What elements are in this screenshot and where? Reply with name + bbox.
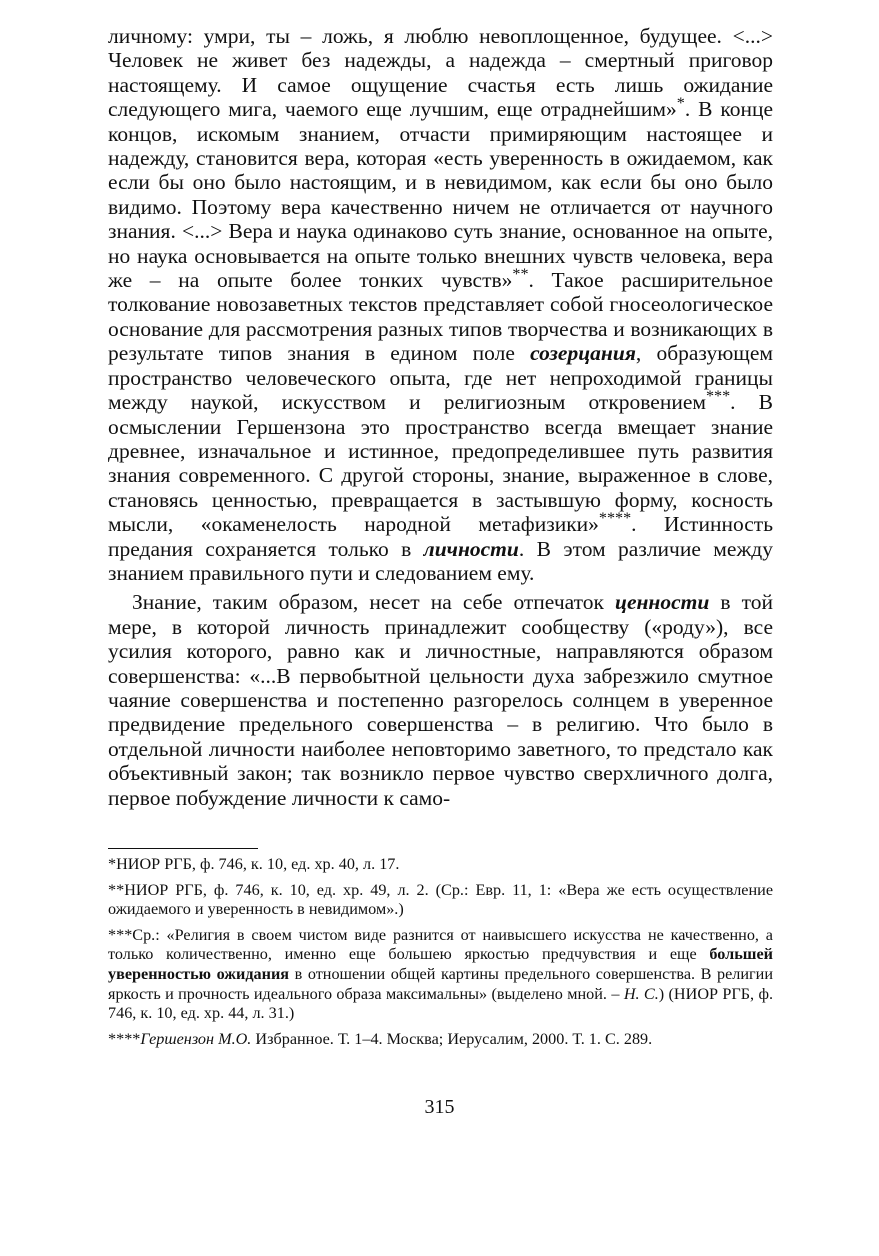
text-run: в той мере, в которой личность принадлежит сообществу («роду»), все усилия которого, равно как и личностные, направляются образом совершенства: «...В первобытной цельности духа забрезжило смутное чаяние совершенства и постепенно разгорелось солнцем в уверенное предвидение предельного совершенства – в религию. Что было в отдельной личности наиболее неповторимо заветного, то предстало как объективный закон; так возникло первое чувство сверхличного долга, первое побуждение личности к само- (108, 590, 773, 810)
paragraph-2 (108, 590, 773, 810)
footnote-ref-2: ** (512, 265, 529, 283)
footnote-3 (108, 926, 773, 1024)
text-run: . Такое расширительное толкование новозаветных текстов представляет собой гносеологическое основание для рассмотрения разных типов творчества и возникающих в результате типов знания в едином поле (108, 268, 773, 366)
footnote-text: НИОР РГБ, ф. 746, к. 10, ед. хр. 40, л. 17. (116, 855, 400, 873)
page-body (108, 24, 773, 810)
footnote-author: Гершензон М.О. (140, 1029, 252, 1048)
footnote-text: Ср.: «Религия в своем чистом виде разнится от наивысшего искусства не качественно, а только количественно, именно еще большею яркостью предчувствия и еще (108, 925, 773, 964)
text-run: , образующем пространство человеческого опыта, где нет непроходимой границы между наукой, искусством и религиозным откровением (108, 341, 773, 415)
footnote-text: в отношении общей картины предельного совершенства. В религии яркость и прочность идеального образа максимальны» (выделено мной. – (108, 964, 773, 1003)
text-run: . В конце концов, искомым знанием, отчасти примиряющим настоящее и надежду, становится вера, которая «есть уверенность в ожидаемом, как если бы оно было настоящим, и в невидимом, как если бы оно было видимо. Поэтому вера качественно ничем не отличается от научного знания. <...> Вера и наука одинаково суть знание, основанное на опыте, но наука основывается на опыте только внешних чувств человека, вера же – на опыте более тонких чувств» (108, 97, 773, 293)
text-run: Знание, таким образом, несет на себе отпечаток (132, 590, 615, 615)
page-number: 315 (424, 1096, 455, 1118)
footnote-ref-3: *** (706, 387, 731, 405)
footnote-mark: **** (108, 1029, 141, 1048)
footnote-initials: Н. С. (623, 984, 659, 1003)
emphasis-contemplation: созерцания (530, 341, 636, 366)
footnote-ref-1: * (676, 95, 685, 113)
footnote-4 (108, 1030, 773, 1050)
footnote-text: Избранное. Т. 1–4. Москва; Иерусалим, 2000. Т. 1. С. 289. (251, 1029, 653, 1048)
emphasis-value: ценности (614, 590, 710, 615)
footnote-mark: ** (108, 880, 125, 899)
text-run: . Истинность предания сохраняется только в (108, 512, 773, 561)
footnote-text: ) (НИОР РГБ, ф. 746, к. 10, ед. хр. 44, л. 31.) (108, 984, 773, 1023)
footnotes (108, 855, 773, 1055)
footnote-1 (108, 855, 773, 875)
footnote-bold-text: большей уверенностью ожидания (108, 945, 773, 983)
footnote-ref-4: **** (598, 509, 632, 527)
text-run: . В осмыслении Гершензона это пространство всегда вмещает знание древнее, изначальное и истинное, предопределившее путь развития знания современного. С другой стороны, знание, выраженное в слове, становясь ценностью, превращается в застывшую форму, косность мысли, «окаменелость народной метафизики» (108, 390, 773, 537)
footnote-divider (108, 848, 258, 849)
footnote-text: НИОР РГБ, ф. 746, к. 10, ед. хр. 49, л. 2. (Ср.: Евр. 11, 1: «Вера же есть осуществление ожидаемого и уверенность в невидимом».) (108, 880, 773, 919)
footnote-2 (108, 881, 773, 920)
emphasis-personality: личности (423, 536, 519, 561)
paragraph-1 (108, 24, 773, 585)
footnote-mark: * (108, 855, 117, 873)
text-run: личному: умри, ты – ложь, я люблю невоплощенное, будущее. <...> Человек не живет без надежды, а надежда – смертный приговор настоящему. И самое ощущение счастья есть лишь ожидание следующего мига, чаемого еще лучшим, еще отраднейшим» (108, 24, 773, 122)
main-text (108, 24, 773, 810)
text-run: . В этом различие между знанием правильного пути и следованием ему. (108, 536, 773, 585)
footnote-mark: *** (108, 925, 133, 944)
